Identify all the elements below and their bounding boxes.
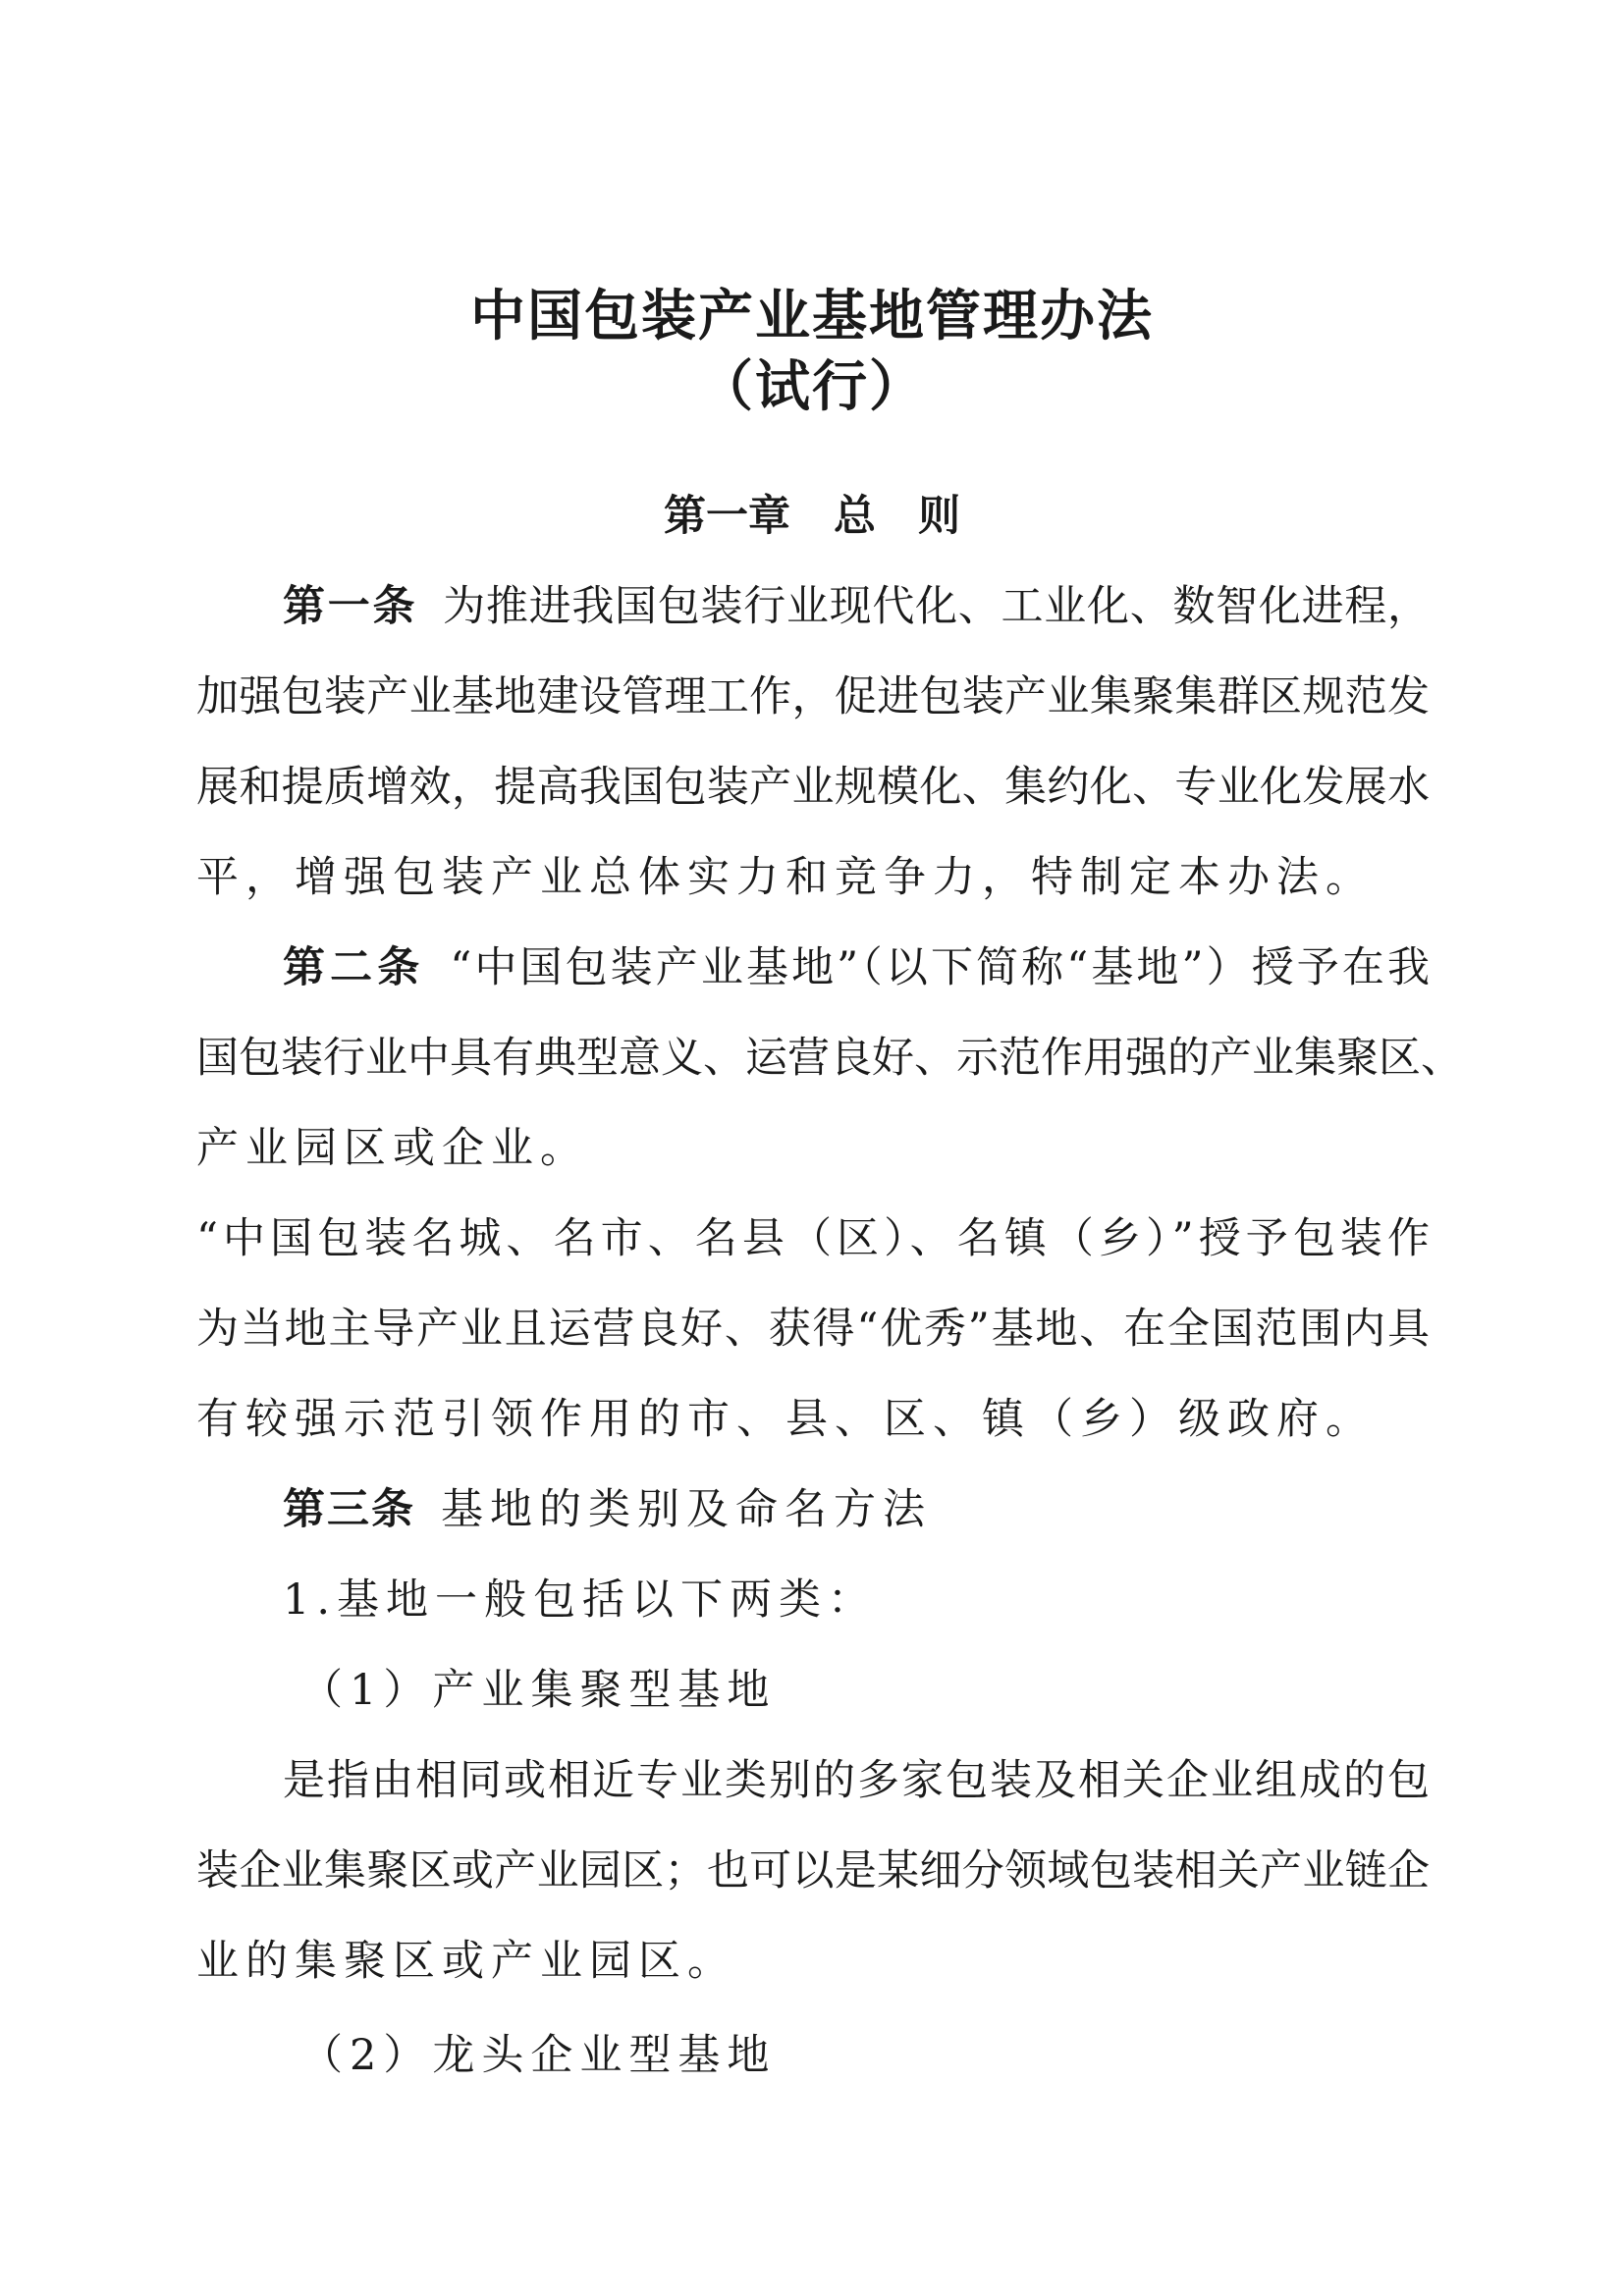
article-2-para2-line-1: “中国包装名城、名市、名县（区）、名镇（乡）”授予包装作 xyxy=(196,1214,1430,1263)
article-2-label: 第二条 xyxy=(283,943,425,992)
article-3-item-1-line-2: 装企业集聚区或产业园区；也可以是某细分领域包装相关产业链企 xyxy=(196,1846,1430,1896)
article-3-item-1-line-1: 是指由相同或相近专业类别的多家包装及相关企业组成的包 xyxy=(283,1756,1430,1805)
article-1-line-3: 展和提质增效，提高我国包装产业规模化、集约化、专业化发展水 xyxy=(196,763,1430,812)
article-1-line-1 xyxy=(283,577,1430,636)
article-1-line-2: 加强包装产业基地建设管理工作，促进包装产业集聚集群区规范发 xyxy=(196,672,1430,721)
article-3-item-2: （2）龙头企业型基地 xyxy=(300,2031,777,2080)
article-2-line-3: 产业园区或企业。 xyxy=(196,1124,589,1173)
article-3-point-1: 1.基地一般包括以下两类： xyxy=(283,1575,878,1625)
article-2-para2-line-3: 有较强示范引领作用的市、县、区、镇（乡）级政府。 xyxy=(196,1395,1375,1444)
article-2-line-2: 国包装行业中具有典型意义、运营良好、示范作用强的产业集聚区、 xyxy=(196,1034,1463,1083)
article-1-line-4: 平，增强包装产业总体实力和竞争力，特制定本办法。 xyxy=(196,853,1375,902)
chapter-heading xyxy=(0,483,1624,543)
article-1-text-1: 为推进我国包装行业现代化、工业化、数智化进程， xyxy=(443,582,1431,631)
article-3-item-1-line-3: 业的集聚区或产业园区。 xyxy=(196,1937,736,1986)
article-2-para2-line-2: 为当地主导产业且运营良好、获得“优秀”基地、在全国范围内具 xyxy=(196,1305,1430,1354)
document-subtitle: （试行） xyxy=(698,355,926,419)
chapter-number: 第一章 xyxy=(664,492,790,541)
article-3-heading xyxy=(283,1480,1430,1539)
article-3-label: 第三条 xyxy=(283,1485,415,1534)
article-2-text-1: “中国包装产业基地”（以下简称“基地”）授予在我 xyxy=(450,943,1430,992)
article-2-line-1 xyxy=(283,938,1430,997)
article-3-text: 基地的类别及命名方法 xyxy=(441,1485,932,1534)
document-title: 中国包装产业基地管理办法 xyxy=(470,285,1154,348)
article-1-label: 第一条 xyxy=(283,582,418,631)
article-3-item-1: （1）产业集聚型基地 xyxy=(300,1666,777,1715)
chapter-name: 总 则 xyxy=(834,492,960,541)
